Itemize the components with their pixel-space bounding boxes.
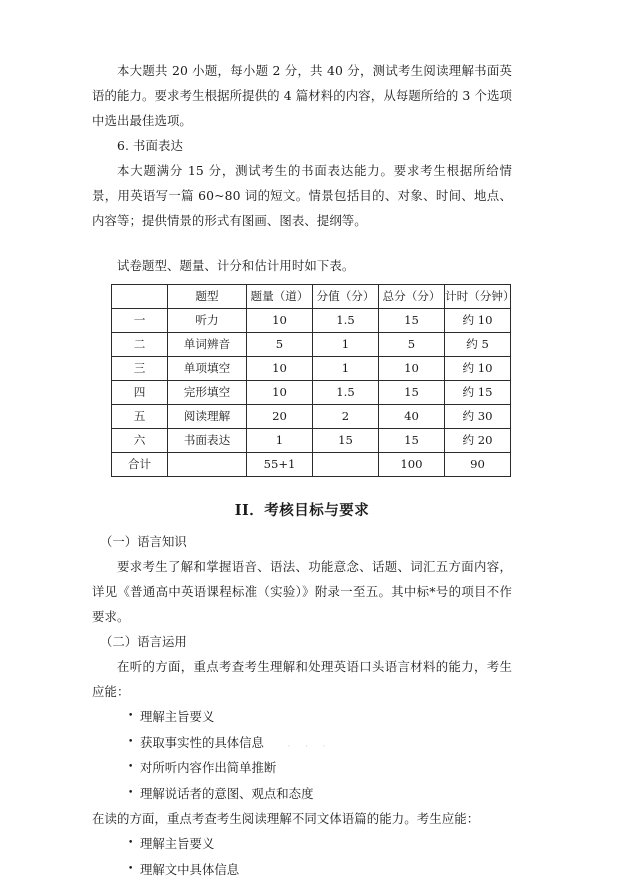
cell-time: 约 10 [445,309,511,333]
bullet-icon: • [128,755,133,781]
cell-type: 单项填空 [168,357,247,381]
exam-table-container [111,284,512,477]
bullet-icon: • [128,857,133,882]
cell-index: 三 [112,357,168,381]
cell-index: 四 [112,381,168,405]
spacer-after-heading [92,520,512,529]
bullet-icon: • [128,704,133,730]
cell-total: 15 [379,309,445,333]
cell-points: 2 [313,405,379,429]
cell-time: 约 15 [445,381,511,405]
cell-time: 约 30 [445,405,511,429]
list-item [92,781,512,807]
cell-points [313,453,379,477]
cell-type: 单词辨音 [168,333,247,357]
list-item [92,704,512,730]
paragraph-reading-description: 本大题共 20 小题，每小题 2 分，共 40 分，测试考生阅读理解书面英语的能力。要求考生根据所提供的 4 篇材料的内容，从每题所给的 3 个选项中选出最佳选项。 [92,58,512,133]
list-item-label: 理解主旨要义 [140,836,214,851]
cell-index: 六 [112,429,168,453]
document-content [92,58,512,882]
bullet-icon: • [128,781,133,807]
list-item [92,755,512,781]
paragraph-writing-heading: 6. 书面表达 [92,133,512,158]
cell-points: 1 [313,333,379,357]
table-header-cell-points: 分值（分） [313,285,379,309]
cell-total: 15 [379,381,445,405]
cell-points: 1.5 [313,309,379,333]
cell-points: 15 [313,429,379,453]
table-header-cell-type: 题型 [168,285,247,309]
cell-total: 5 [379,333,445,357]
subsection-title-language-use: （二）语言运用 [92,629,512,654]
table-row-total [112,453,511,477]
cell-time: 约 20 [445,429,511,453]
table-body [112,309,511,477]
listening-ability-list [92,704,512,806]
page-title: II．考核目标与要求 [92,497,512,520]
exam-structure-table [111,284,511,477]
table-row [112,405,511,429]
table-header-cell-index [112,285,168,309]
list-item-label: 理解主旨要义 [140,709,214,724]
cell-count: 10 [247,381,313,405]
table-header-row [112,285,511,309]
page-footer: · · · [0,742,619,752]
cell-points: 1 [313,357,379,381]
list-item-label: 理解说话者的意图、观点和态度 [140,786,313,801]
cell-count: 10 [247,357,313,381]
table-header-cell-total: 总分（分） [379,285,445,309]
cell-total: 15 [379,429,445,453]
list-item [92,857,512,882]
list-item-label: 获取事实性的具体信息 [140,735,264,750]
cell-type: 听力 [168,309,247,333]
reading-ability-list [92,831,512,882]
listening-lead-text: 在听的方面，重点考查考生理解和处理英语口头语言材料的能力，考生应能： [92,654,512,704]
list-item [92,831,512,857]
cell-total: 40 [379,405,445,429]
cell-points: 1.5 [313,381,379,405]
cell-count: 1 [247,429,313,453]
cell-total: 100 [379,453,445,477]
table-intro-text: 试卷题型、题量、计分和估计用时如下表。 [92,253,512,278]
cell-count: 20 [247,405,313,429]
cell-time: 约 10 [445,357,511,381]
spacer-before-table-intro [92,233,512,253]
cell-count: 10 [247,309,313,333]
table-row [112,357,511,381]
subsection-body-language-knowledge: 要求考生了解和掌握语音、语法、功能意念、话题、词汇五方面内容，详见《普通高中英语课程标准（实验）》附录一至五。其中标*号的项目不作要求。 [92,554,512,629]
cell-index: 五 [112,405,168,429]
paragraph-writing-description: 本大题满分 15 分，测试考生的书面表达能力。要求考生根据所给情景，用英语写一篇 60~80 词的短文。情景包括目的、对象、时间、地点、内容等；提供情景的形式有图画、图表、提纲等。 [92,158,512,233]
list-item-label: 理解文中具体信息 [140,862,239,877]
cell-count: 55+1 [247,453,313,477]
list-item-label: 对所听内容作出简单推断 [140,760,276,775]
subsection-title-language-knowledge: （一）语言知识 [92,529,512,554]
cell-index: 合计 [112,453,168,477]
table-row [112,429,511,453]
cell-time: 90 [445,453,511,477]
cell-type: 完形填空 [168,381,247,405]
reading-lead-text: 在读的方面，重点考查考生阅读理解不同文体语篇的能力。考生应能： [92,806,512,831]
cell-time: 约 5 [445,333,511,357]
cell-type: 书面表达 [168,429,247,453]
cell-type: 阅读理解 [168,405,247,429]
cell-type [168,453,247,477]
table-row [112,333,511,357]
table-header-cell-time: 计时（分钟） [445,285,511,309]
cell-count: 5 [247,333,313,357]
table-row [112,309,511,333]
table-row [112,381,511,405]
cell-index: 二 [112,333,168,357]
table-header [112,285,511,309]
table-header-cell-count: 题量（道） [247,285,313,309]
cell-total: 10 [379,357,445,381]
spacer-before-heading [92,477,512,497]
bullet-icon: • [128,831,133,857]
cell-index: 一 [112,309,168,333]
bullet-icon: • [128,730,133,756]
